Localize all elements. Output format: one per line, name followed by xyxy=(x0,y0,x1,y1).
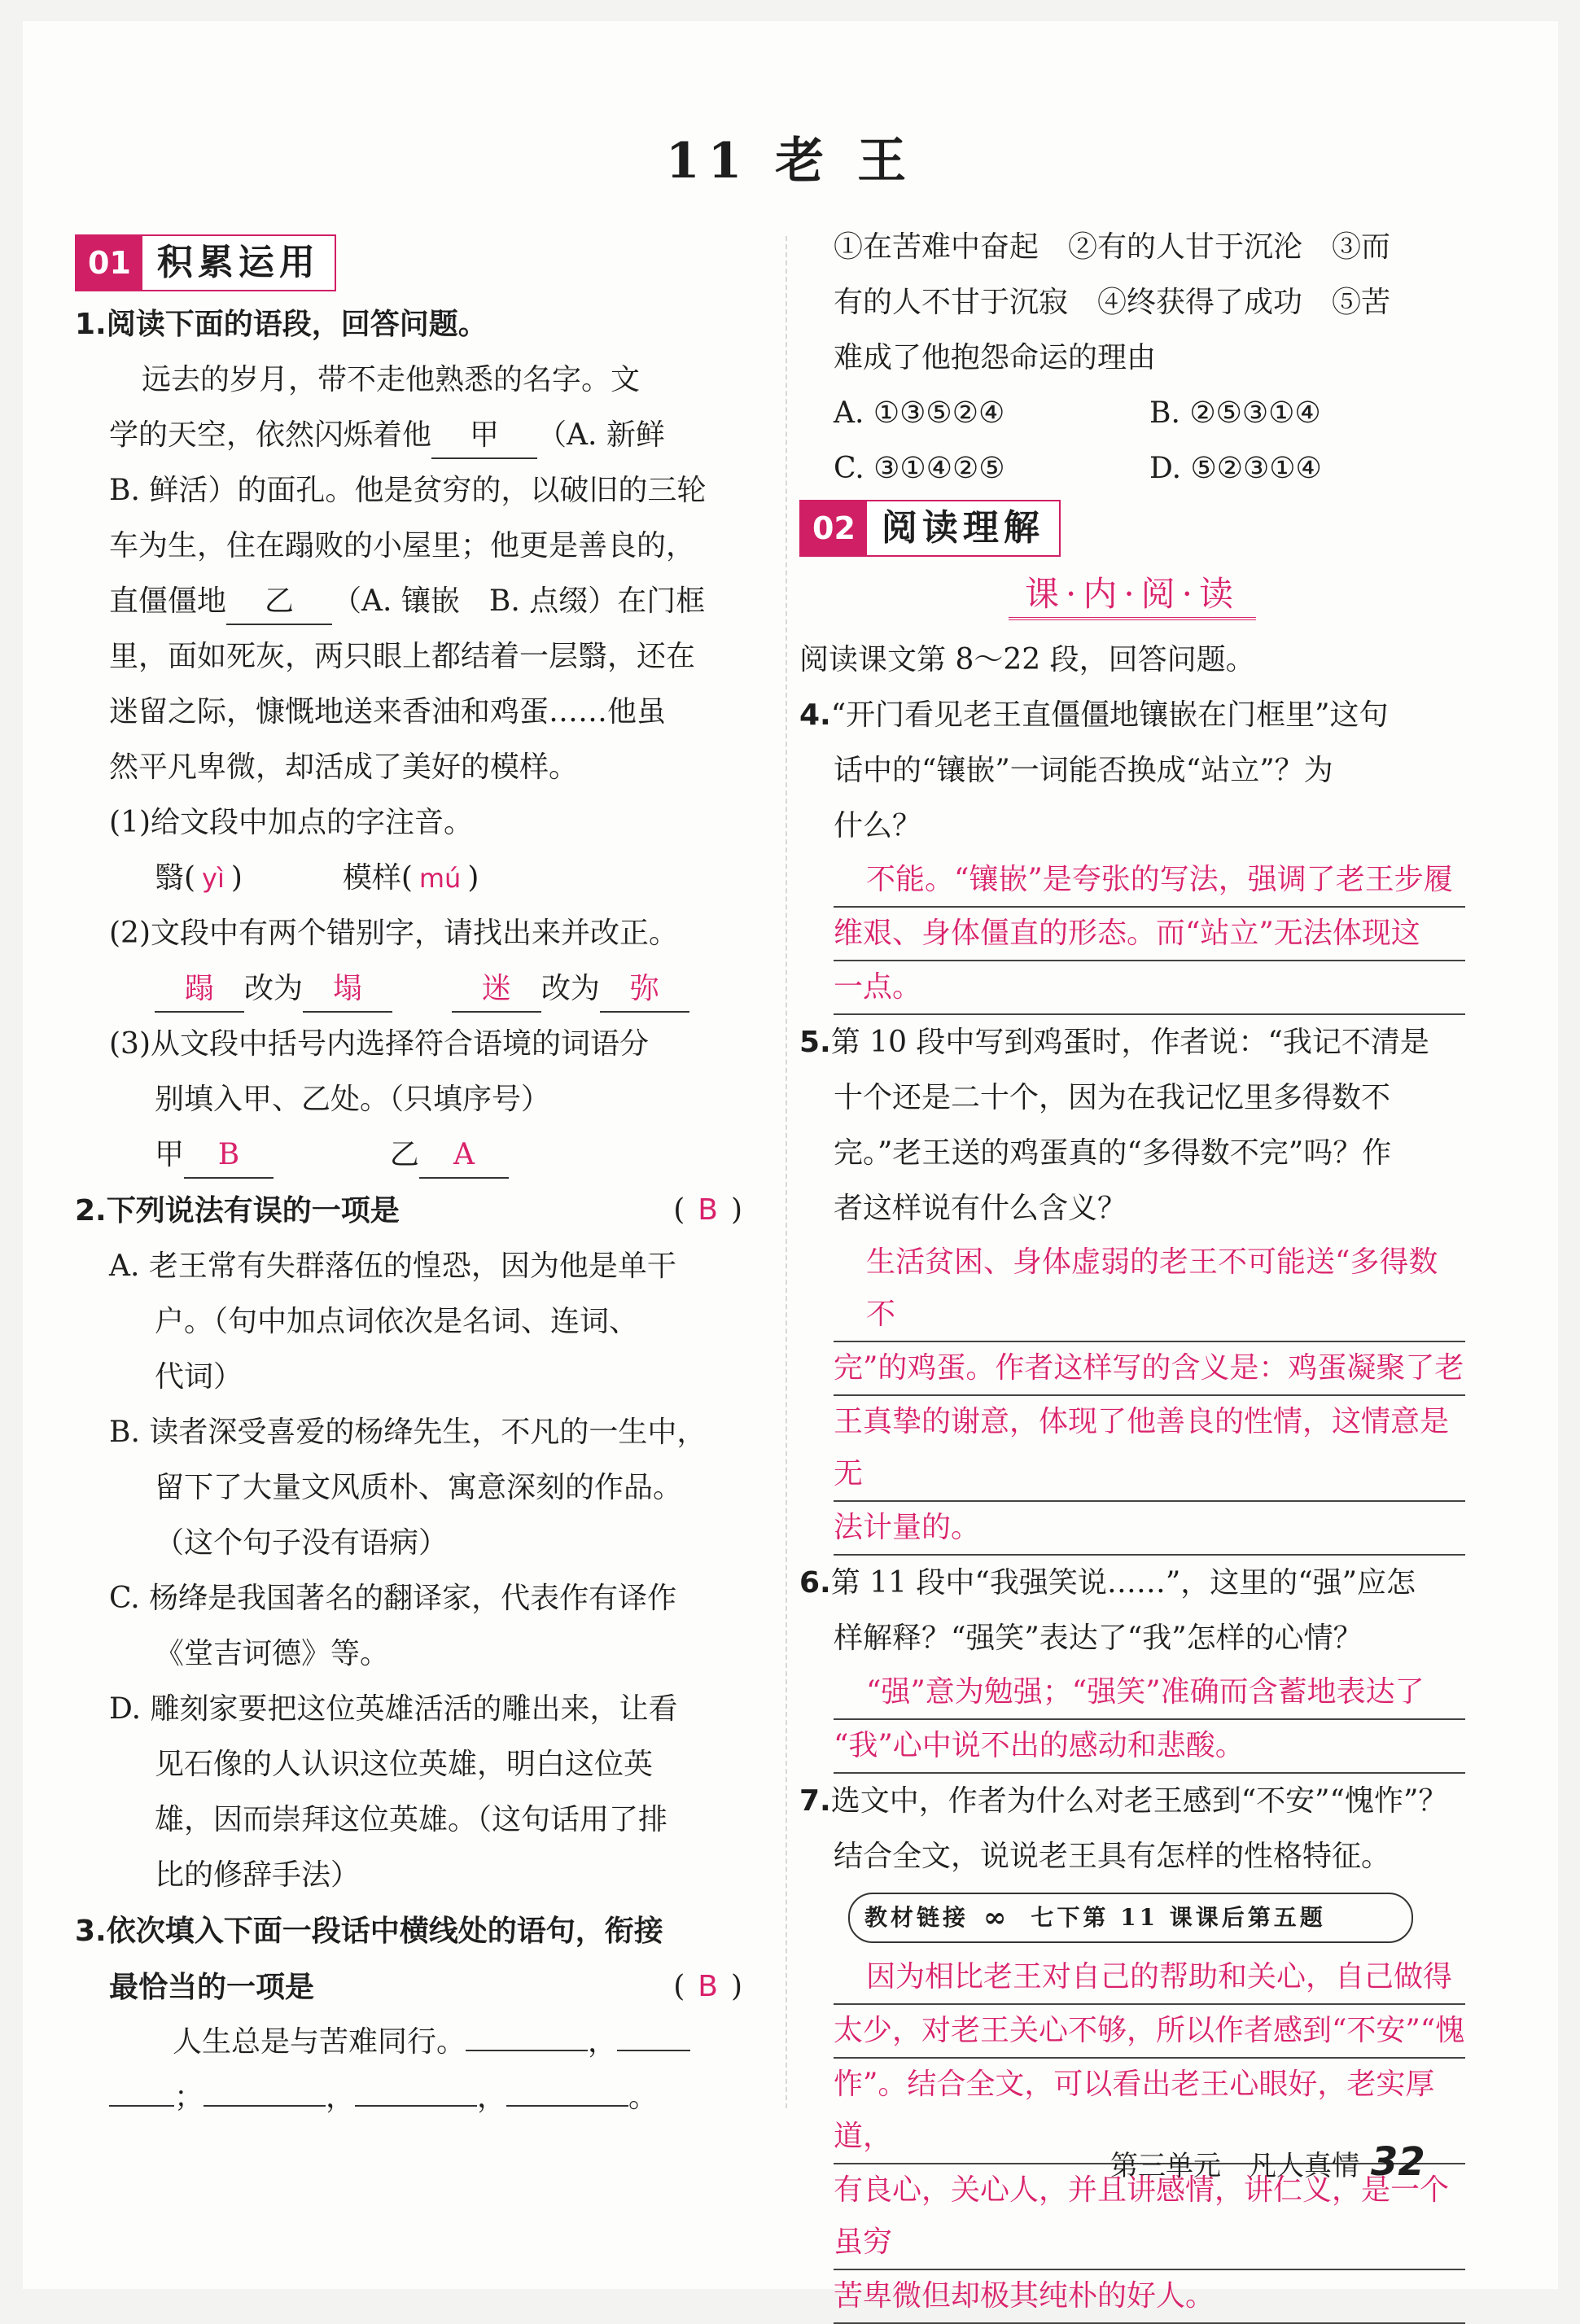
passage-line: 远去的岁月，带不走他熟悉的名字。文 xyxy=(142,363,641,396)
word-choice-answers: 甲 B 乙 A xyxy=(75,1127,742,1183)
option-c-cont: 《堂吉诃德》等。 xyxy=(155,1637,390,1670)
option-d-cont: 雄，因而崇拜这位英雄。（这句话用了排 xyxy=(155,1803,668,1836)
option-b-cont: （这个句子没有语病） xyxy=(155,1526,449,1560)
typo-answers: 蹋 改为 塌 迷 改为 弥 xyxy=(75,961,742,1017)
sub-title: 课·内·阅·读 xyxy=(799,567,1465,624)
q3-choices xyxy=(799,386,1465,441)
subquestion-3-cont: 别填入甲、乙处。（只填序号） xyxy=(155,1083,551,1116)
choice-c: C. ③①④②⑤ xyxy=(834,452,1005,485)
page-number: 32 xyxy=(1371,2139,1425,2185)
question-3: 3.依次填入下面一段话中横线处的语句，衔接 xyxy=(75,1914,663,1948)
passage-line: 迷留之际，慷慨地送来香油和鸡蛋……他虽 xyxy=(109,695,667,729)
answer-yi: A xyxy=(419,1133,509,1179)
link-text: 七下第 11 课课后第五题 xyxy=(1031,1904,1326,1931)
option-d-cont: 比的修辞手法） xyxy=(155,1858,361,1892)
passage-line: 学的天空，依然闪烁着他 甲 （A. 新鲜 xyxy=(75,408,742,463)
link-label: 教材链接 xyxy=(864,1904,969,1931)
answer-q2: B xyxy=(698,1193,718,1227)
section-name: 阅读理解 xyxy=(881,507,1044,549)
question-5: 5.第 10 段中写到鸡蛋时，作者说：“我记不清是 xyxy=(799,1026,1429,1059)
question-2: 2.下列说法有误的一项是 ( B ) xyxy=(75,1193,742,1228)
option-a-cont: 户。（句中加点词依次是名词、连词、 xyxy=(155,1305,639,1338)
passage-line: 然平凡卑微，却活成了美好的模样。 xyxy=(109,751,579,784)
question-6: 6.第 11 段中“我强笑说……”，这里的“强”应怎 xyxy=(799,1566,1416,1600)
reading-intro: 阅读课文第 8～22 段，回答问题。 xyxy=(799,643,1255,676)
blank-jia: 甲 xyxy=(431,414,537,459)
passage-line: B. 鲜活）的面孔。他是贫穷的，以破旧的三轮 xyxy=(109,474,707,507)
answer-q3: B xyxy=(698,1970,718,2003)
column-divider xyxy=(786,236,787,2108)
option-a: A. 老王常有失群落伍的惶恐，因为他是单干 xyxy=(109,1250,676,1283)
subquestion-2: (2)文段中有两个错别字，请找出来并改正。 xyxy=(109,917,678,950)
answer-right-2: 弥 xyxy=(600,967,689,1013)
answer-pinyin-2: mú xyxy=(418,863,462,894)
section-name: 积累运用 xyxy=(156,242,320,283)
option-c: C. 杨绛是我国著名的翻译家，代表作有译作 xyxy=(109,1582,677,1615)
right-column: ①在苦难中奋起 ②有的人甘于沉沦 ③而 有的人不甘于沉寂 ④终获得了成功 ⑤苦 难成了他抱怨命运的理由 A. ①③⑤②④ B. ②⑤③①④ C. ③①④②⑤ D. ⑤②③①④ 02 阅读理解 课·内·阅·读 阅读课文第 8～22 段，回答问题。 4.“开门看见老王直僵僵地镶嵌在门框里”这句 话中的“镶嵌”一词能否换成“站立”？为 什么？ 不能。“镶嵌”是夸张的写法，强调了老王步履 维艰、身体僵直的形态。而“站立”无法体现这 一点。 5.第 10 段中写到鸡蛋时，作者说：“我记不清是 十个还是二十个，因为在我记忆里多得数不 完。”老王送的鸡蛋真的“多得数不完”吗？作 者这样说有什么含义？ 生活贫困、身体虚弱的老王不可能送“多得数不 完”的鸡蛋。作者这样写的含义是：鸡蛋凝聚了老 王真挚的谢意，体现了他善良的性情，这情意是无 法计量的。 6.第 11 段中“我强笑说……”，这里的“强”应怎 样解释？“强笑”表达了“我”怎样的心情？ “强”意为勉强；“强笑”准确而含蓄地表达了 “我”心中说不出的感动和悲酸。 7.选文中，作者为什么对老王感到“不安”“愧怍”？ 结合全文，说说老王具有怎样的性格特征。 教材链接 ∞ 七下第 11 课课后第五题 因为相比老王对自己的帮助和关心，自己做得 太少，对老王关心不够，所以作者感到“不安”“愧 怍”。结合全文，可以看出老王心眼好，老实厚道， 有良心，关心人，并且讲感情，讲仁义，是一个虽穷 苦卑微但却极其纯朴的好人。 xyxy=(799,220,1465,2324)
answer-jia: B xyxy=(184,1133,274,1179)
option-b-cont: 留下了大量文风质朴、寓意深刻的作品。 xyxy=(155,1471,683,1504)
chain-link-icon: ∞ xyxy=(983,1902,1007,1934)
textbook-link-banner xyxy=(848,1893,1413,1943)
answer-wrong-2: 迷 xyxy=(452,967,541,1013)
answer-q5: 生活贫困、身体虚弱的老王不可能送“多得数不 完”的鸡蛋。作者这样写的含义是：鸡蛋凝聚了老 王真挚的谢意，体现了他善良的性情，这情意是无 法计量的。 xyxy=(799,1236,1465,1556)
pinyin-answers: 翳( yì ) 模样( mú ) xyxy=(155,861,479,895)
section-number: 02 xyxy=(801,501,867,555)
choice-a: A. ①③⑤②④ xyxy=(834,396,1005,430)
answer-q7: 因为相比老王对自己的帮助和关心，自己做得 太少，对老王关心不够，所以作者感到“不安”“愧 怍”。结合全文，可以看出老王心眼好，老实厚道， 有良心，关心人，并且讲感情，讲仁义，是一个虽穷 苦卑微但却极其纯朴的好人。 xyxy=(799,1951,1465,2324)
question-1: 1.阅读下面的语段，回答问题。 xyxy=(75,307,488,341)
q3-options-text: 有的人不甘于沉寂 ④终获得了成功 ⑤苦 xyxy=(834,286,1391,319)
section-header-1 xyxy=(75,234,336,291)
section-header-2 xyxy=(799,500,1061,557)
page-footer xyxy=(1110,2139,1425,2185)
left-column xyxy=(75,231,742,2125)
passage-line: 里，面如死灰，两只眼上都结着一层翳，还在 xyxy=(109,640,696,673)
passage-line: 直僵僵地 乙 （A. 镶嵌 B. 点缀）在门框 xyxy=(75,574,742,629)
question-7: 7.选文中，作者为什么对老王感到“不安”“愧怍”？ xyxy=(799,1784,1448,1818)
choice-d: D. ⑤②③①④ xyxy=(1149,452,1322,485)
section-number: 01 xyxy=(77,236,142,290)
answer-pinyin-1: yì xyxy=(202,863,225,894)
choice-b: B. ②⑤③①④ xyxy=(1149,396,1321,430)
answer-q4: 不能。“镶嵌”是夸张的写法，强调了老王步履 维艰、身体僵直的形态。而“站立”无法体现这 一点。 xyxy=(799,854,1465,1015)
blank-yi: 乙 xyxy=(226,580,332,625)
page-title: 11 老 王 xyxy=(665,133,915,190)
subquestion-3: (3)从文段中括号内选择符合语境的词语分 xyxy=(109,1027,649,1061)
fill-sentence: 人生总是与苦难同行。 ， xyxy=(75,2015,742,2070)
subquestion-1: (1)给文段中加点的字注音。 xyxy=(109,806,473,839)
answer-right-1: 塌 xyxy=(303,967,392,1013)
q3-choices xyxy=(799,441,1465,497)
question-4: 4.“开门看见老王直僵僵地镶嵌在门框里”这句 xyxy=(799,698,1389,732)
option-b: B. 读者深受喜爱的杨绛先生，不凡的一生中， xyxy=(109,1416,707,1449)
option-a-cont: 代词） xyxy=(155,1360,243,1394)
q3-options-text: 难成了他抱怨命运的理由 xyxy=(834,341,1157,374)
answer-q6: “强”意为勉强；“强笑”准确而含蓄地表达了 “我”心中说不出的感动和悲酸。 xyxy=(799,1666,1465,1774)
fill-blanks: ； ， ， 。 xyxy=(75,2070,742,2125)
q3-options-text: ①在苦难中奋起 ②有的人甘于沉沦 ③而 xyxy=(834,230,1391,264)
answer-wrong-1: 蹋 xyxy=(155,967,244,1013)
question-3-cont: 最恰当的一项是 ( B ) xyxy=(109,1970,742,2004)
passage-line: 车为生，住在蹋败的小屋里；他更是善良的， xyxy=(109,529,696,562)
unit-title: 第三单元 凡人真情 xyxy=(1110,2150,1359,2182)
option-d: D. 雕刻家要把这位英雄活活的雕出来，让看 xyxy=(109,1692,678,1726)
option-d-cont: 见石像的人认识这位英雄，明白这位英 xyxy=(155,1748,654,1781)
